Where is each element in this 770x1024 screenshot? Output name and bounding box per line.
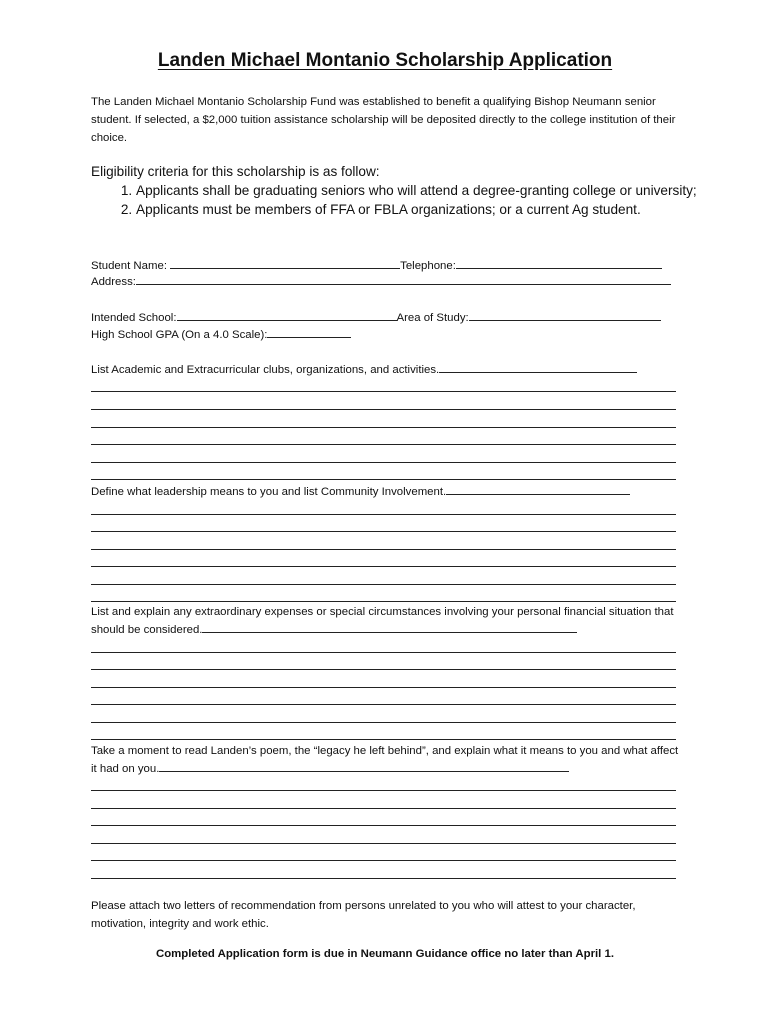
clubs-answer-field[interactable] <box>439 361 637 373</box>
gpa-label: High School GPA (On a 4.0 Scale): <box>91 329 268 341</box>
clubs-answer-line[interactable] <box>91 427 676 428</box>
student-name-label: Student Name: <box>91 260 167 272</box>
poem-answer-field[interactable] <box>159 760 569 772</box>
leadership-answer-line[interactable] <box>91 601 676 602</box>
leadership-answer-line[interactable] <box>91 566 676 567</box>
poem-answer-line[interactable] <box>91 825 676 826</box>
due-date-notice: Completed Application form is due in Neumann Guidance office no later than April 1. <box>156 948 614 960</box>
page-title: Landen Michael Montanio Scholarship Application <box>157 50 613 71</box>
eligibility-list <box>91 181 736 219</box>
address-row <box>91 273 671 290</box>
eligibility-item: 1. Applicants shall be graduating seniors who will attend a degree-granting college or university; <box>136 181 736 200</box>
poem-question: Take a moment to read Landen’s poem, the “legacy he left behind”, and explain what it means to you and what affect it had on you. <box>91 745 679 775</box>
area-of-study-field[interactable] <box>469 309 661 321</box>
intended-school-field[interactable] <box>177 309 397 321</box>
leadership-question-row <box>91 483 630 500</box>
area-of-study-label: Area of Study: <box>396 312 469 324</box>
poem-question-row <box>91 742 681 778</box>
gpa-field[interactable] <box>267 326 351 338</box>
clubs-answer-line[interactable] <box>91 462 676 463</box>
poem-answer-line[interactable] <box>91 808 676 809</box>
financial-question-row <box>91 603 681 639</box>
financial-answer-line[interactable] <box>91 722 676 723</box>
clubs-answer-line[interactable] <box>91 444 676 445</box>
financial-question: List and explain any extraordinary expenses or special circumstances involving your personal financial situation that should be considered. <box>91 606 674 636</box>
student-name-field[interactable] <box>170 257 400 269</box>
telephone-field[interactable] <box>456 257 662 269</box>
clubs-answer-line[interactable] <box>91 409 676 410</box>
address-field[interactable] <box>136 273 671 285</box>
financial-answer-line[interactable] <box>91 687 676 688</box>
poem-answer-line[interactable] <box>91 790 676 791</box>
leadership-answer-field[interactable] <box>446 483 630 495</box>
recommendation-note: Please attach two letters of recommendation from persons unrelated to you who will attest to your character, motivation, integrity and work ethic. <box>91 900 636 930</box>
eligibility-heading: Eligibility criteria for this scholarship is as follow: <box>91 164 380 179</box>
poem-answer-line[interactable] <box>91 860 676 861</box>
telephone-label: Telephone: <box>400 260 456 272</box>
intended-school-row <box>91 309 661 326</box>
eligibility-item: 2. Applicants must be members of FFA or FBLA organizations; or a current Ag student. <box>136 200 736 219</box>
clubs-question: List Academic and Extracurricular clubs, organizations, and activities. <box>91 364 440 376</box>
leadership-answer-line[interactable] <box>91 549 676 550</box>
financial-answer-field[interactable] <box>202 621 577 633</box>
intro-paragraph: The Landen Michael Montanio Scholarship Fund was established to benefit a qualifying Bishop Neumann senior student. If selected, a $2,000 tuition assistance scholarship will be deposited directly to the college institution of their choice. <box>91 96 676 144</box>
poem-answer-line[interactable] <box>91 843 676 844</box>
clubs-answer-line[interactable] <box>91 391 676 392</box>
financial-answer-line[interactable] <box>91 739 676 740</box>
financial-answer-line[interactable] <box>91 652 676 653</box>
financial-answer-line[interactable] <box>91 704 676 705</box>
gpa-row <box>91 326 351 343</box>
clubs-question-row <box>91 361 637 378</box>
leadership-answer-line[interactable] <box>91 514 676 515</box>
leadership-answer-line[interactable] <box>91 584 676 585</box>
poem-answer-line[interactable] <box>91 878 676 879</box>
student-name-row <box>91 257 662 274</box>
leadership-answer-line[interactable] <box>91 531 676 532</box>
intended-school-label: Intended School: <box>91 312 177 324</box>
leadership-question: Define what leadership means to you and list Community Involvement. <box>91 486 447 498</box>
address-label: Address: <box>91 276 136 288</box>
clubs-answer-line[interactable] <box>91 479 676 480</box>
financial-answer-line[interactable] <box>91 669 676 670</box>
